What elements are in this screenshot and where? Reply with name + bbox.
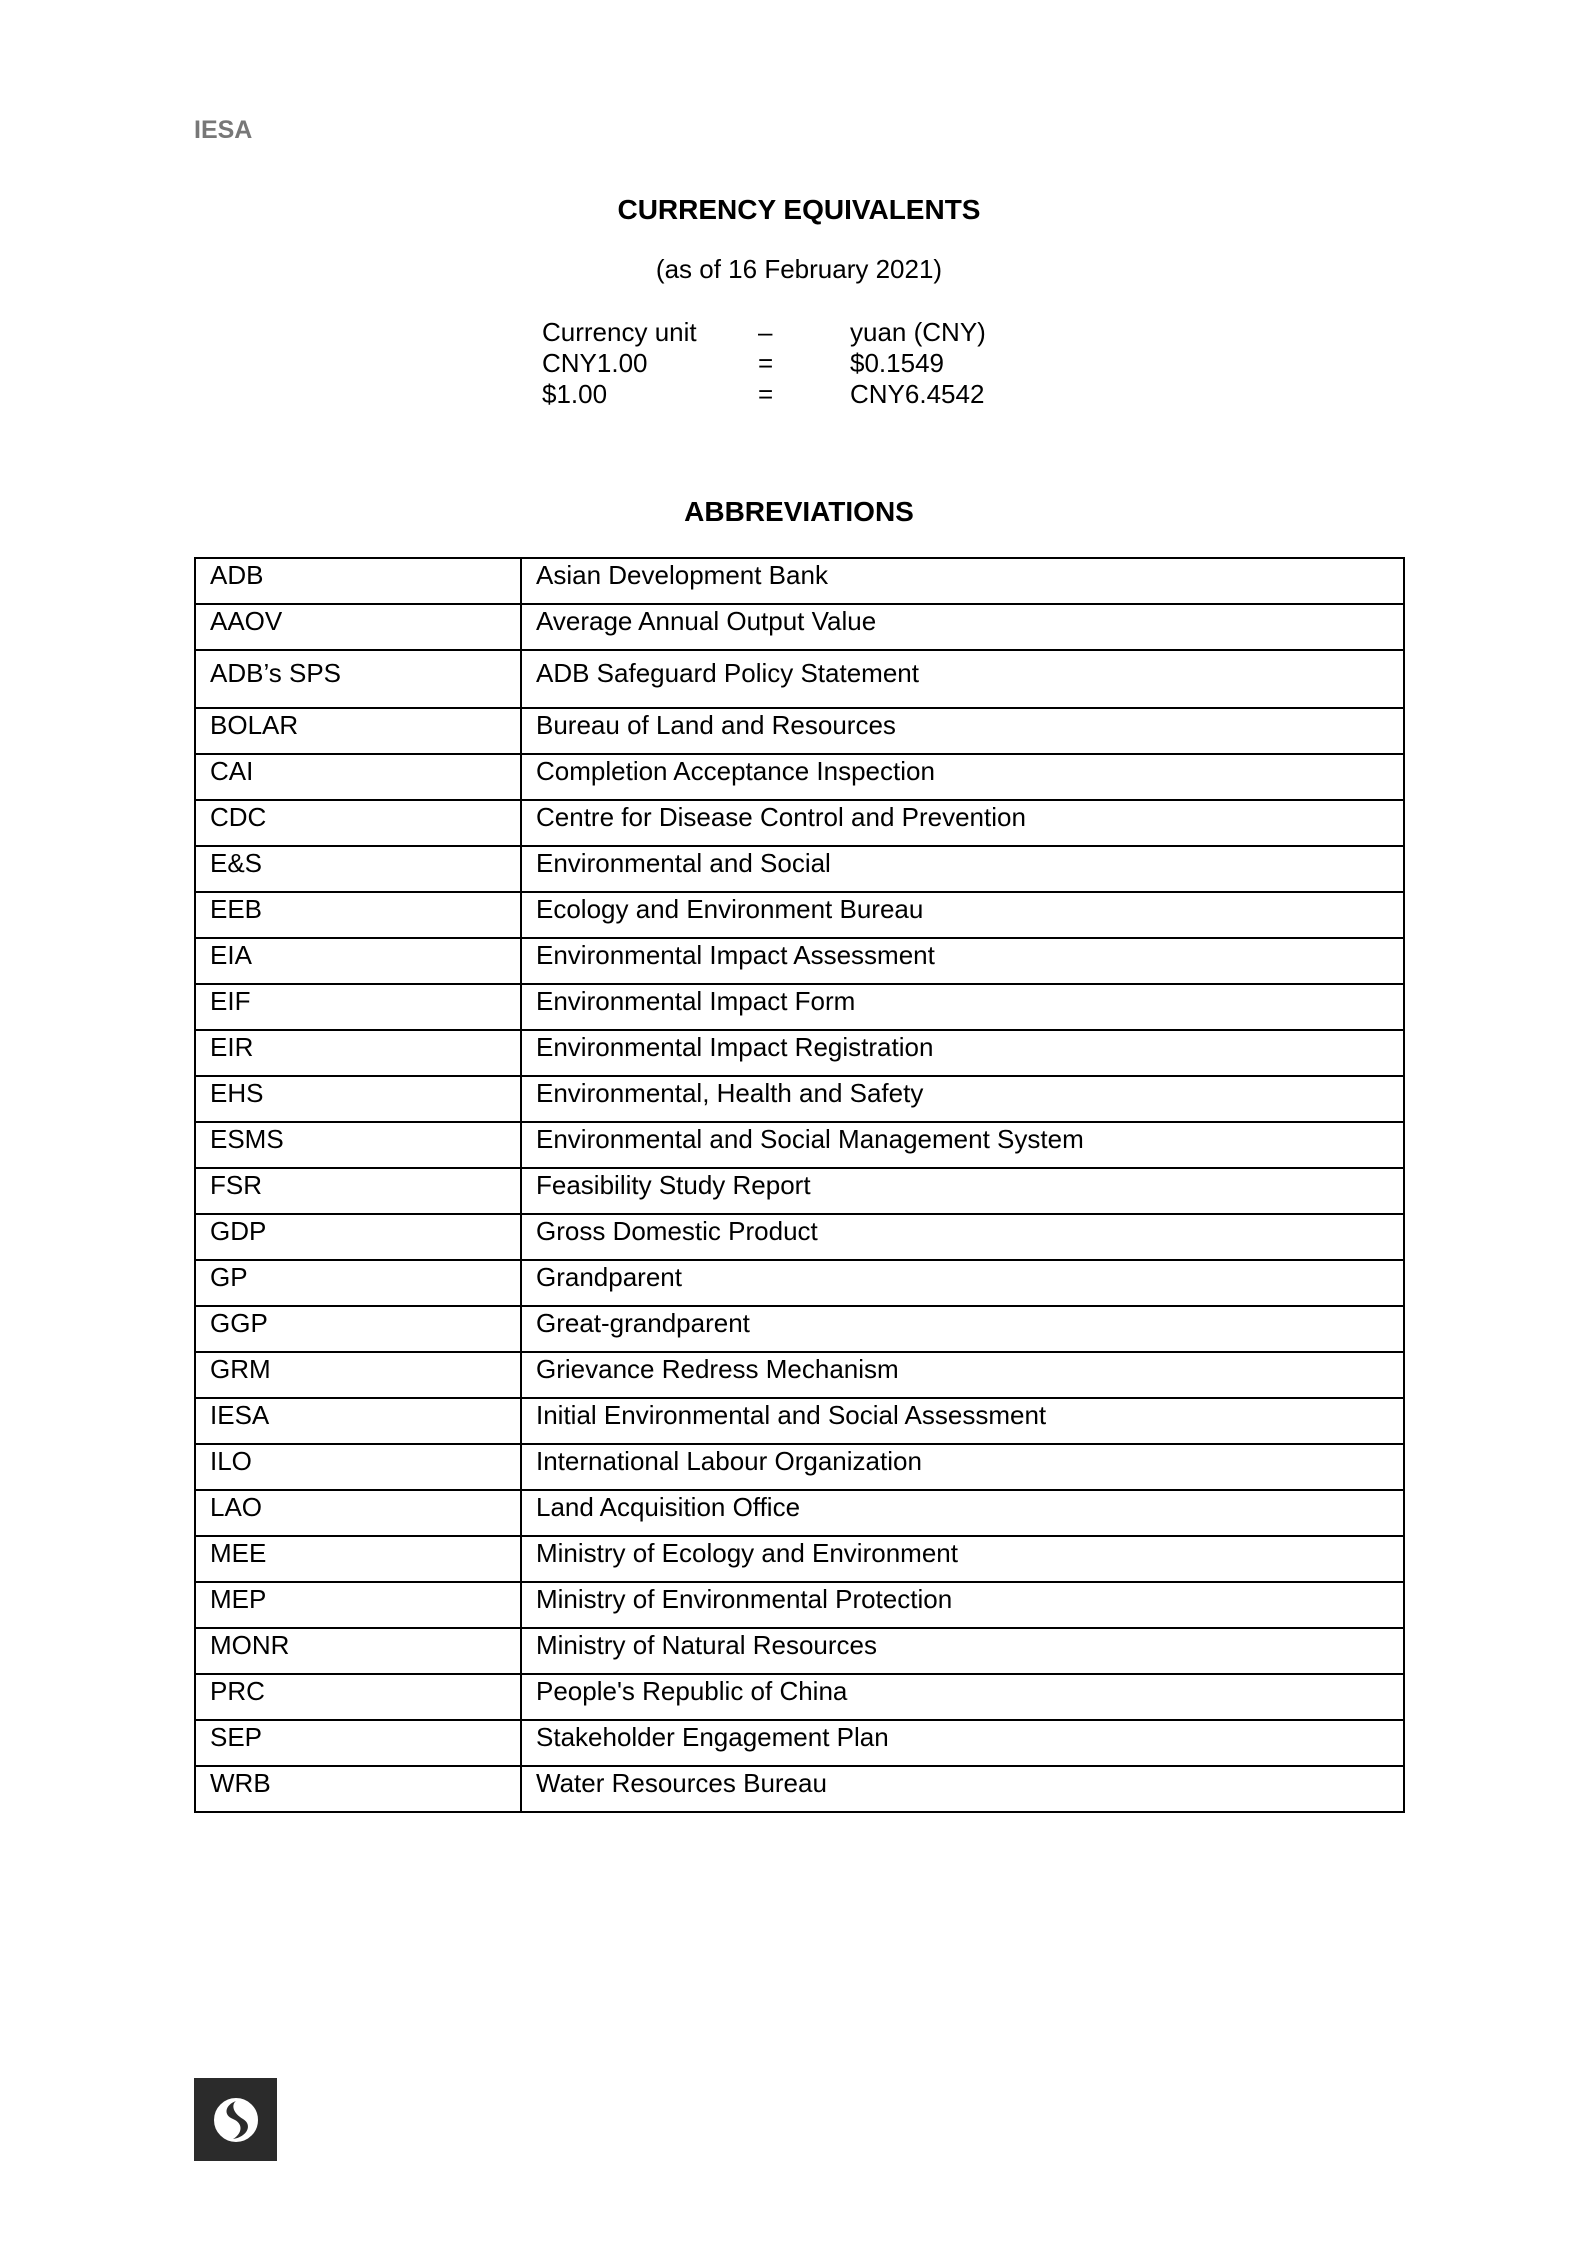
table-row [195,1628,1404,1674]
currency-row [542,348,1050,379]
table-row [195,1766,1404,1812]
abbreviation-code: AAOV [195,604,521,650]
abbreviation-code: ILO [195,1444,521,1490]
abbreviation-code: EIF [195,984,521,1030]
abbreviation-meaning: Ministry of Natural Resources [521,1628,1404,1674]
abbreviation-code: BOLAR [195,708,521,754]
currency-symbol: = [758,379,774,409]
table-row [195,800,1404,846]
abbreviation-code: GDP [195,1214,521,1260]
abbreviation-meaning: Feasibility Study Report [521,1168,1404,1214]
abbreviation-code: CAI [195,754,521,800]
abbreviation-code: PRC [195,1674,521,1720]
table-row [195,1214,1404,1260]
table-row [195,1122,1404,1168]
table-row [195,1536,1404,1582]
table-row [195,892,1404,938]
abbreviation-code: GRM [195,1352,521,1398]
abbreviation-meaning: Grandparent [521,1260,1404,1306]
abbreviation-code: FSR [195,1168,521,1214]
abbreviation-meaning: Environmental and Social [521,846,1404,892]
abbreviation-code: MONR [195,1628,521,1674]
table-row [195,1030,1404,1076]
abbreviation-meaning: Centre for Disease Control and Prevention [521,800,1404,846]
currency-date: (as of 16 February 2021) [655,254,943,284]
table-row [195,1582,1404,1628]
currency-table [542,317,1050,410]
table-row [195,938,1404,984]
table-row [195,1398,1404,1444]
abbreviation-code: GGP [195,1306,521,1352]
abbreviation-code: EHS [195,1076,521,1122]
abbreviation-meaning: ADB Safeguard Policy Statement [521,650,1404,708]
abbreviation-code: IESA [195,1398,521,1444]
abbreviation-meaning: Land Acquisition Office [521,1490,1404,1536]
currency-label: CNY1.00 [542,348,648,378]
table-row [195,846,1404,892]
abbreviation-code: WRB [195,1766,521,1812]
abbreviation-meaning: Ministry of Ecology and Environment [521,1536,1404,1582]
table-row [195,1674,1404,1720]
abbreviation-code: MEP [195,1582,521,1628]
abbreviation-meaning: Gross Domestic Product [521,1214,1404,1260]
currency-symbol: – [758,317,773,347]
table-row [195,984,1404,1030]
abbreviation-meaning: Bureau of Land and Resources [521,708,1404,754]
abbreviation-meaning: Environmental and Social Management System [521,1122,1404,1168]
abbreviations-title: ABBREVIATIONS [684,496,914,527]
currency-value: yuan (CNY) [850,317,986,347]
abbreviation-code: MEE [195,1536,521,1582]
table-row [195,650,1404,708]
abbreviation-meaning: Average Annual Output Value [521,604,1404,650]
abbreviation-meaning: Ministry of Environmental Protection [521,1582,1404,1628]
table-row [195,1076,1404,1122]
abbreviation-code: SEP [195,1720,521,1766]
abbreviation-meaning: Environmental Impact Assessment [521,938,1404,984]
table-row [195,708,1404,754]
abbreviation-meaning: Asian Development Bank [521,558,1404,604]
currency-value: $0.1549 [850,348,944,378]
abbreviation-code: EIA [195,938,521,984]
currency-row [542,317,1050,348]
table-row [195,1168,1404,1214]
currency-row [542,379,1050,410]
table-row [195,1444,1404,1490]
abbreviation-meaning: People's Republic of China [521,1674,1404,1720]
abbreviation-meaning: Environmental, Health and Safety [521,1076,1404,1122]
abbreviation-meaning: Completion Acceptance Inspection [521,754,1404,800]
abbreviation-code: ADB [195,558,521,604]
abbreviations-table [194,557,1405,1813]
abbreviation-code: ADB’s SPS [195,650,521,708]
table-row [195,1306,1404,1352]
abbreviation-code: ESMS [195,1122,521,1168]
abbreviation-meaning: Environmental Impact Form [521,984,1404,1030]
abbreviation-code: CDC [195,800,521,846]
abbreviation-code: EEB [195,892,521,938]
currency-label: $1.00 [542,379,608,409]
currency-symbol: = [758,348,774,378]
table-row [195,754,1404,800]
currency-value: CNY6.4542 [850,379,985,409]
abbreviation-meaning: Ecology and Environment Bureau [521,892,1404,938]
abbreviation-meaning: Great-grandparent [521,1306,1404,1352]
table-row [195,1720,1404,1766]
table-row [195,1490,1404,1536]
abbreviation-meaning: Grievance Redress Mechanism [521,1352,1404,1398]
abbreviation-code: LAO [195,1490,521,1536]
table-row [195,604,1404,650]
abbreviation-code: E&S [195,846,521,892]
abbreviation-meaning: Initial Environmental and Social Assessment [521,1398,1404,1444]
logo [194,2078,277,2161]
table-row [195,1260,1404,1306]
abbreviation-meaning: Stakeholder Engagement Plan [521,1720,1404,1766]
abbreviation-code: GP [195,1260,521,1306]
currency-label: Currency unit [542,317,697,347]
abbreviation-meaning: Water Resources Bureau [521,1766,1404,1812]
table-row [195,1352,1404,1398]
abbreviation-code: EIR [195,1030,521,1076]
abbreviations-table-body [195,558,1404,1812]
abbreviation-meaning: Environmental Impact Registration [521,1030,1404,1076]
table-row [195,558,1404,604]
abbreviation-meaning: International Labour Organization [521,1444,1404,1490]
header-tag: IESA [194,116,253,144]
swirl-logo-icon [213,2097,259,2143]
currency-title: CURRENCY EQUIVALENTS [617,194,981,225]
